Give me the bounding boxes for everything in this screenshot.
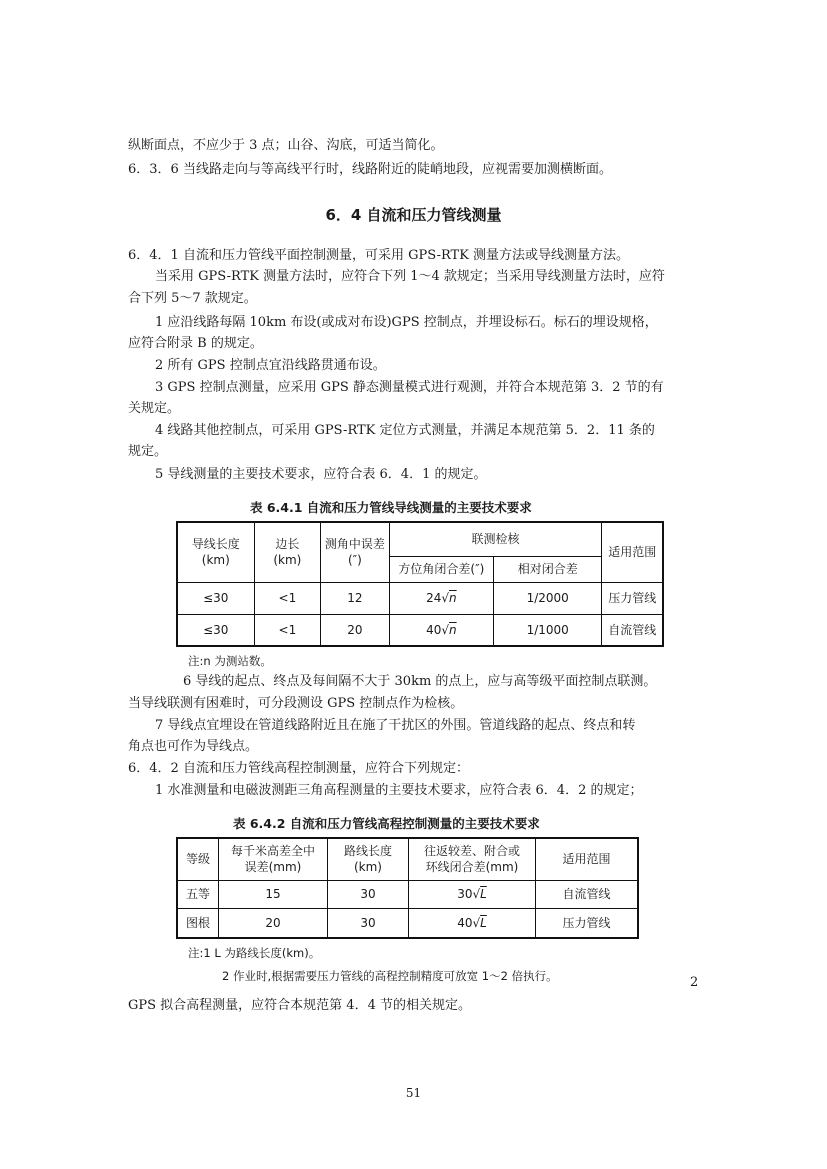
text-line: 当采用 GPS-RTK 测量方法时，应符合下列 1～4 款规定；当采用导线测量方法时，应符	[155, 269, 665, 284]
table-6-4-2-note-2: 2 作业时,根据需要压力管线的高程控制精度可放宽 1～2 倍执行。	[222, 969, 558, 983]
table-row: 五等 15 30 30√L 自流管线	[177, 880, 638, 908]
header-length: 导线长度 (km)	[177, 522, 254, 582]
item-1-leveling: 1 水准测量和电磁波测距三角高程测量的主要技术要求，应符合表 6．4．2 的规定；	[155, 783, 643, 798]
text-line: 规定。	[128, 444, 168, 459]
table-6-4-1-caption: 表 6.4.1 自流和压力管线导线测量的主要技术要求	[250, 500, 532, 515]
table-6-4-2-note-1: 注:1 L 为路线长度(km)。	[188, 946, 321, 960]
header-closure: 往返较差、附合或 环线闭合差(mm)	[409, 838, 536, 880]
header-scope: 适用范围	[536, 838, 639, 880]
item-number: 2	[690, 975, 699, 990]
header-angle: 测角中误差 (″)	[321, 522, 390, 582]
table-row: 图根 20 30 40√L 压力管线	[177, 908, 638, 938]
table-row: ≤30 <1 12 24√n 1/2000 压力管线	[177, 582, 663, 614]
text-line: 当导线联测有困难时，可分段测设 GPS 控制点作为检核。	[128, 696, 464, 711]
table-6-4-2-caption: 表 6.4.2 自流和压力管线高程控制测量的主要技术要求	[233, 816, 540, 831]
header-error: 每千米高差全中 误差(mm)	[219, 838, 328, 880]
table-6-4-2	[176, 837, 639, 939]
item-2: 2 所有 GPS 控制点宜沿线路贯通布设。	[155, 358, 386, 373]
text-line: GPS 拟合高程测量，应符合本规范第 4．4 节的相关规定。	[128, 998, 471, 1013]
text-line: 关规定。	[128, 401, 181, 416]
header-check: 联测检核	[389, 522, 602, 556]
header-side: 边长 (km)	[254, 522, 321, 582]
item-4: 4 线路其他控制点，可采用 GPS-RTK 定位方式测量，并满足本规范第 5．2．11 条的	[155, 423, 655, 438]
header-relative: 相对闭合差	[494, 556, 602, 582]
item-5: 5 导线测量的主要技术要求，应符合表 6．4．1 的规定。	[155, 467, 487, 482]
section-heading: 6．4 自流和压力管线测量	[325, 206, 502, 224]
item-6: 6 导线的起点、终点及每间隔不大于 30km 的点上，应与高等级平面控制点联测。	[183, 674, 657, 689]
header-scope: 适用范围	[602, 522, 663, 582]
text-line: 应符合附录 B 的规定。	[128, 336, 263, 351]
text-line: 角点也可作为导线点。	[128, 739, 259, 754]
clause-6-4-2: 6．4．2 自流和压力管线高程控制测量，应符合下列规定：	[128, 761, 469, 776]
clause-6-3-6: 6．3．6 当线路走向与等高线平行时，线路附近的陡峭地段，应视需要加测横断面。	[128, 162, 612, 177]
table-row: ≤30 <1 20 40√n 1/1000 自流管线	[177, 614, 663, 646]
text-line: 合下列 5～7 款规定。	[128, 291, 257, 306]
clause-6-4-1: 6．4．1 自流和压力管线平面控制测量，可采用 GPS-RTK 测量方法或导线测量方法。	[128, 248, 630, 263]
page-number: 51	[405, 1086, 422, 1100]
item-3: 3 GPS 控制点测量，应采用 GPS 静态测量模式进行观测，并符合本规范第 3．2 节的有	[155, 380, 664, 395]
text-line: 纵断面点，不应少于 3 点；山谷、沟底，可适当简化。	[128, 138, 444, 153]
header-route-length: 路线长度 (km)	[328, 838, 409, 880]
table-6-4-1-note: 注:n 为测站数。	[188, 654, 272, 668]
header-grade: 等级	[177, 838, 219, 880]
header-azimuth: 方位角闭合差(″)	[389, 556, 493, 582]
item-7: 7 导线点宜埋设在管道线路附近且在施了干扰区的外围。管道线路的起点、终点和转	[155, 718, 636, 733]
item-1: 1 应沿线路每隔 10km 布设(或成对布设)GPS 控制点，并埋设标石。标石的埋设规格，	[155, 315, 658, 330]
table-6-4-1	[176, 521, 664, 647]
